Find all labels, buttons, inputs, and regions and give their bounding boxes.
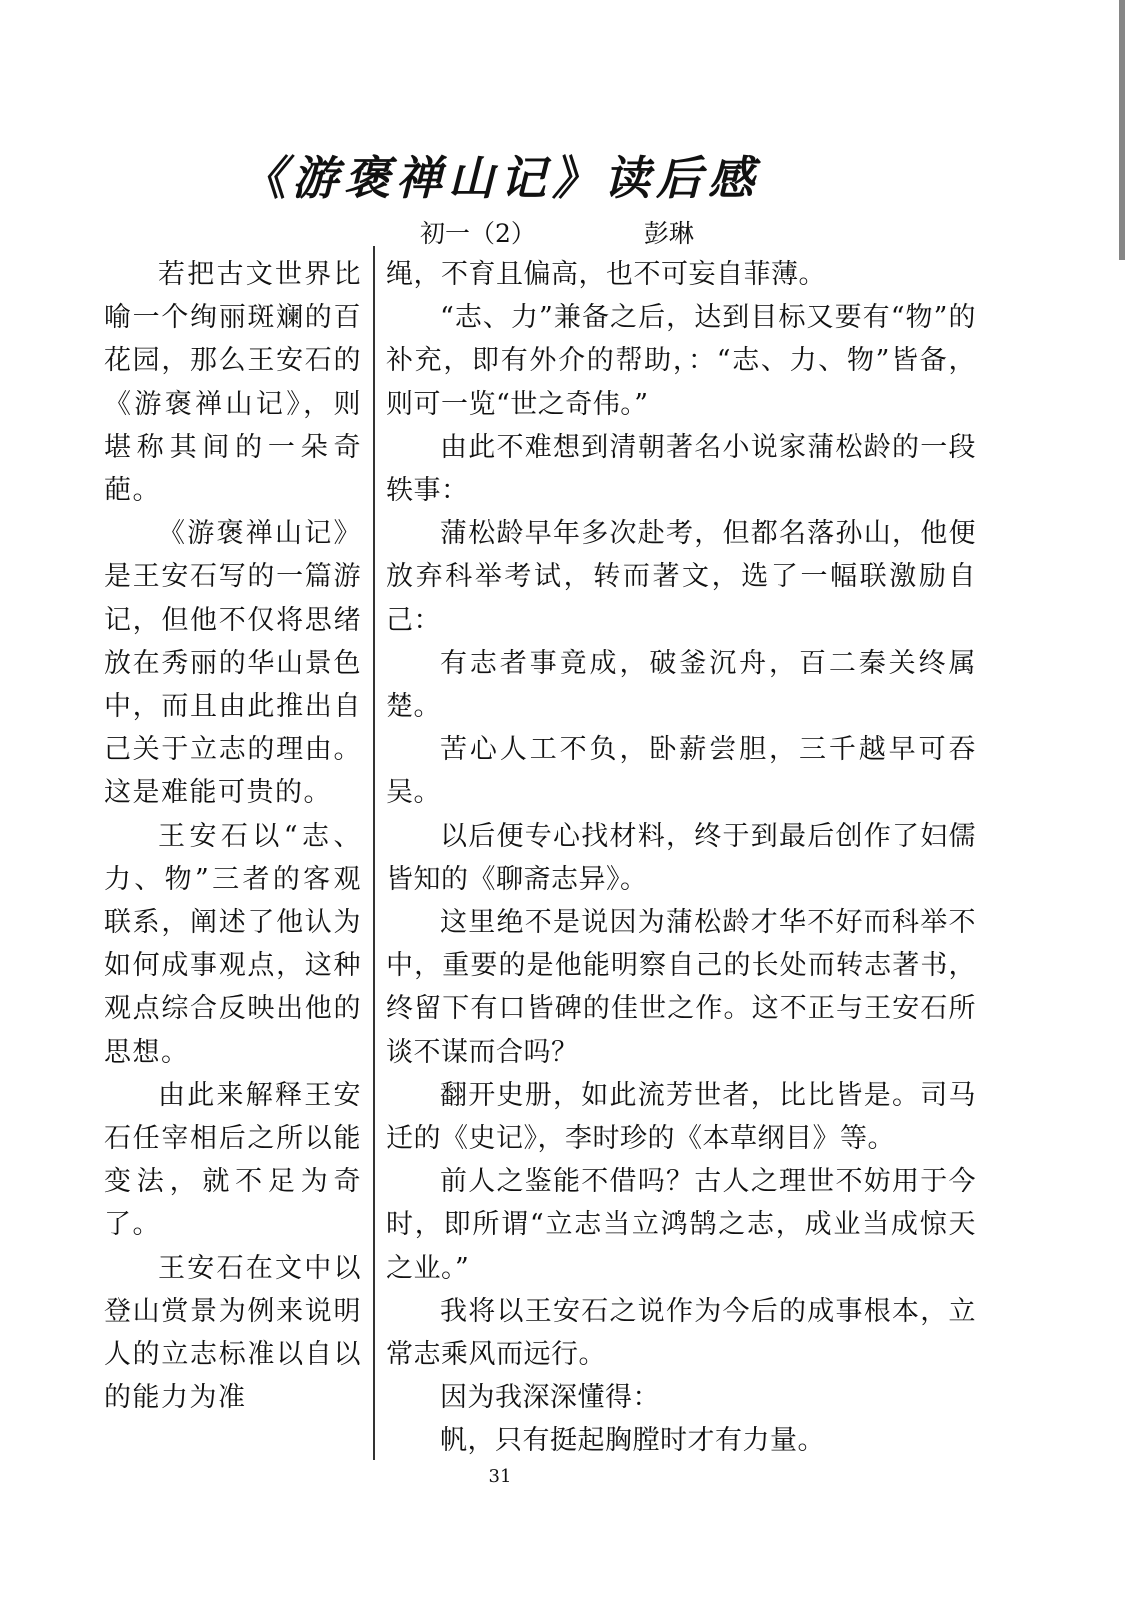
left-paragraph: 王安石在文中以登山赏景为例来说明人的立志标准以自以的能力为准 — [104, 1252, 362, 1414]
scan-edge — [1119, 0, 1125, 260]
left-paragraph: 《游褒禅山记》是王安石写的一篇游记，但他不仅将思绪放在秀丽的华山景色中，而且由此推出自己关于立志的理由。这是难能可贵的。 — [104, 518, 362, 809]
byline-class: 初一（2） — [420, 219, 536, 248]
right-paragraph: 这里绝不是说因为蒲松龄才华不好而科举不中，重要的是他能明察自己的长处而转志著书，终留下有口皆碑的佳世之作。这不正与王安石所谈不谋而合吗？ — [386, 907, 976, 1068]
right-paragraph: 有志者事竟成，破釜沉舟，百二秦关终属楚。 — [386, 647, 976, 723]
right-paragraph: 翻开史册，如此流芳世者，比比皆是。司马迁的《史记》，李时珍的《本草纲目》等。 — [386, 1079, 976, 1155]
article-title — [0, 142, 1000, 208]
right-column — [386, 253, 976, 1463]
right-paragraph: 由此不难想到清朝著名小说家蒲松龄的一段轶事： — [386, 431, 976, 507]
left-paragraph: 若把古文世界比喻一个绚丽斑斓的百花园，那么王安石的《游褒禅山记》，则堪称其间的一朵奇葩。 — [104, 259, 362, 507]
right-continuation: 绳，不育且偏高，也不可妄自菲薄。 — [386, 259, 826, 290]
page-number: 31 — [488, 1466, 512, 1487]
column-divider — [373, 246, 375, 1460]
right-paragraph: 蒲松龄早年多次赴考，但都名落孙山，他便放弃科举考试，转而著文，选了一幅联激励自己： — [386, 518, 976, 636]
right-paragraph: 帆，只有挺起胸膛时才有力量。 — [440, 1425, 825, 1457]
left-paragraph: 由此来解释王安石任宰相后之所以能变法，就不足为奇了。 — [104, 1079, 362, 1241]
right-paragraph: 前人之鉴能不借吗？古人之理世不妨用于今时，即所谓“立志当立鸿鹄之志，成业当成惊天之业。” — [386, 1166, 976, 1284]
article-title-text: 《游褒禅山记》读后感 — [240, 151, 760, 205]
left-column — [104, 253, 362, 1419]
right-paragraph: 因为我深深懂得： — [440, 1382, 660, 1414]
left-paragraph: 王安石以“志、力、物”三者的客观联系，阐述了他认为如何成事观点，这种观点综合反映出他的思想。 — [104, 820, 362, 1068]
byline-author: 彭琳 — [643, 219, 694, 248]
right-paragraph: 以后便专心找材料，终于到最后创作了妇儒皆知的《聊斋志异》。 — [386, 820, 976, 895]
right-paragraph: “志、力”兼备之后，达到目标又要有“物”的补充，即有外介的帮助，：“志、力、物”皆备，则可一览“世之奇伟。” — [386, 302, 976, 420]
right-paragraph: 苦心人工不负，卧薪尝胆，三千越早可吞吴。 — [386, 734, 976, 809]
byline — [420, 214, 694, 250]
right-paragraph: 我将以王安石之说作为今后的成事根本，立常志乘风而远行。 — [386, 1295, 976, 1371]
